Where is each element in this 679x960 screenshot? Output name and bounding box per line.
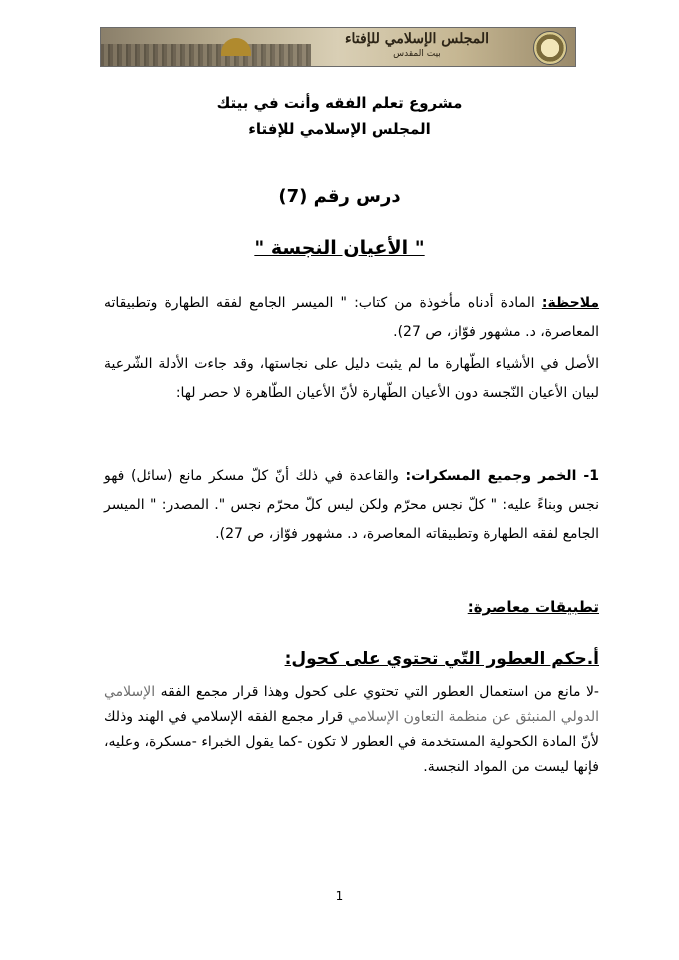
item-1-paragraph [104, 462, 599, 549]
city-skyline-image [101, 44, 311, 66]
section-title: تطبيقات معاصرة: [467, 598, 599, 616]
header-banner [100, 27, 576, 67]
dome-of-rock-image [221, 38, 251, 56]
banner-subtitle: بيت المقدس [393, 49, 441, 59]
note-paragraph [104, 289, 599, 347]
intro-paragraph: الأصل في الأشياء الطّهارة ما لم يثبت دليل على نجاستها، وقد جاءت الأدلة الشّرعية لبيان الأعيان النّجسة دون الأعيان الطّهارة لأنّ الأعيان الطّاهرة لا حصر لها: [104, 356, 599, 401]
item-1-label: 1- الخمر وجميع المسكرات: [405, 468, 599, 484]
lesson-number: درس رقم (7) [278, 186, 401, 207]
page-number: 1 [335, 889, 344, 903]
note-label: ملاحظة: [541, 295, 599, 311]
application-paragraph [104, 680, 599, 780]
project-title: مشروع تعلم الفقه وأنت في بيتك [216, 94, 463, 112]
council-name: المجلس الإسلامي للإفتاء [248, 120, 431, 138]
application-part-2: الإسلامي الدولي المنبثق عن منظمة التعاون الإسلامي [104, 684, 600, 725]
subsection-title: أ.حكم العطور التّي تحتوي على كحول: [284, 649, 599, 669]
council-emblem-icon [533, 31, 567, 65]
item-1-text: والقاعدة في ذلك أنّ كلّ مسكر مانع (سائل) فهو نجس وبناءً عليه: " كلّ نجس محرّم ولكن ليس كلّ محرّم نجس ". المصدر: " الميسر الجامع لفقه الطهارة وتطبيقاته المعاصرة، د. مشهور فوّاز، ص 27). [104, 468, 599, 542]
banner-title: المجلس الإسلامي للإفتاء [344, 31, 490, 47]
lesson-title: " الأعيان النجسة " [254, 237, 425, 259]
note-text: المادة أدناه مأخوذة من كتاب: " الميسر الجامع لفقه الطهارة وتطبيقاته المعاصرة، د. مشهور فوّاز، ص 27). [104, 295, 599, 340]
application-part-1: -لا مانع من استعمال العطور التي تحتوي على كحول وهذا قرار مجمع الفقه [155, 684, 599, 700]
application-part-3: قرار مجمع الفقه الإسلامي في الهند وذلك لأنّ المادة الكحولية المستخدمة في العطور لا تكون -كما يقول الخبراء -مسكرة، وعليه، فإنها ليست من المواد النجسة. [104, 709, 599, 775]
